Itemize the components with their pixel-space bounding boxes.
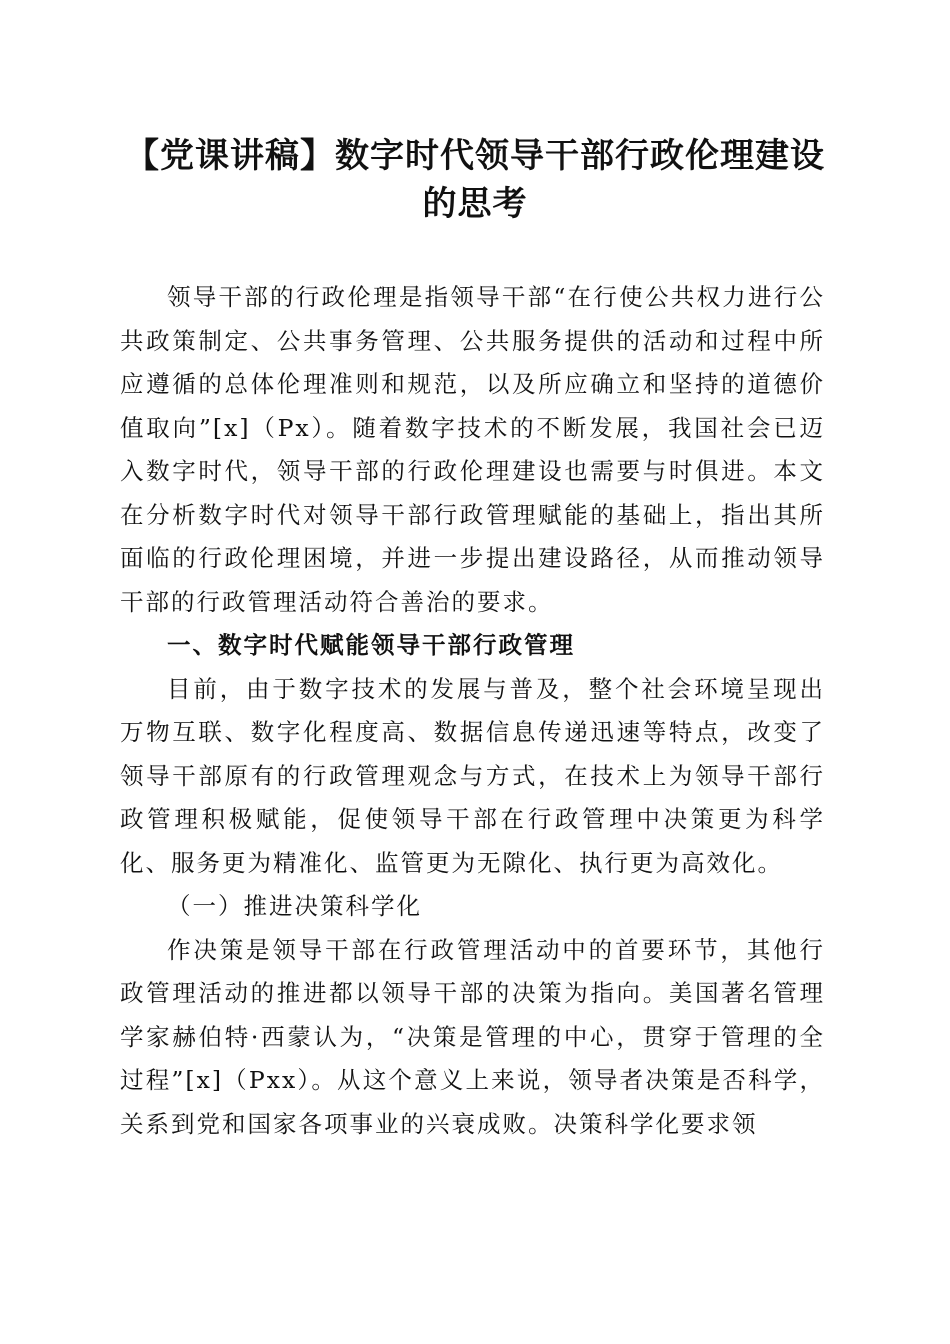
title-line-2: 的思考	[422, 184, 528, 224]
section-heading: 一、数字时代赋能领导干部行政管理	[167, 631, 575, 659]
document-title	[110, 132, 840, 228]
intro-paragraph: 领导干部的行政伦理是指领导干部“在行使公共权力进行公共政策制定、公共事务管理、公共服务提供的活动和过程中所应遵循的总体伦理准则和规范，以及所应确立和坚持的道德价值取向”[x]（Px）。随着数字技术的不断发展，我国社会已迈入数字时代，领导干部的行政伦理建设也需要与时俱进。本文在分析数字时代对领导干部行政管理赋能的基础上，指出其所面临的行政伦理困境，并进一步提出建设路径，从而推动领导干部的行政管理活动符合善治的要求。	[120, 283, 825, 616]
document-body	[120, 276, 825, 1146]
subsection-heading: （一）推进决策科学化	[167, 892, 422, 920]
title-line-1: 【党课讲稿】数字时代领导干部行政伦理建设	[125, 136, 825, 176]
subsection-paragraph: 作决策是领导干部在行政管理活动中的首要环节，其他行政管理活动的推进都以领导干部的决策为指向。美国著名管理学家赫伯特·西蒙认为，“决策是管理的中心，贯穿于管理的全过程”[x]（Pxx）。从这个意义上来说，领导者决策是否科学，关系到党和国家各项事业的兴衰成败。决策科学化要求领	[120, 935, 825, 1138]
section-paragraph: 目前，由于数字技术的发展与普及，整个社会环境呈现出万物互联、数字化程度高、数据信息传递迅速等特点，改变了领导干部原有的行政管理观念与方式，在技术上为领导干部行政管理积极赋能，促使领导干部在行政管理中决策更为科学化、服务更为精准化、监管更为无隙化、执行更为高效化。	[120, 674, 825, 877]
